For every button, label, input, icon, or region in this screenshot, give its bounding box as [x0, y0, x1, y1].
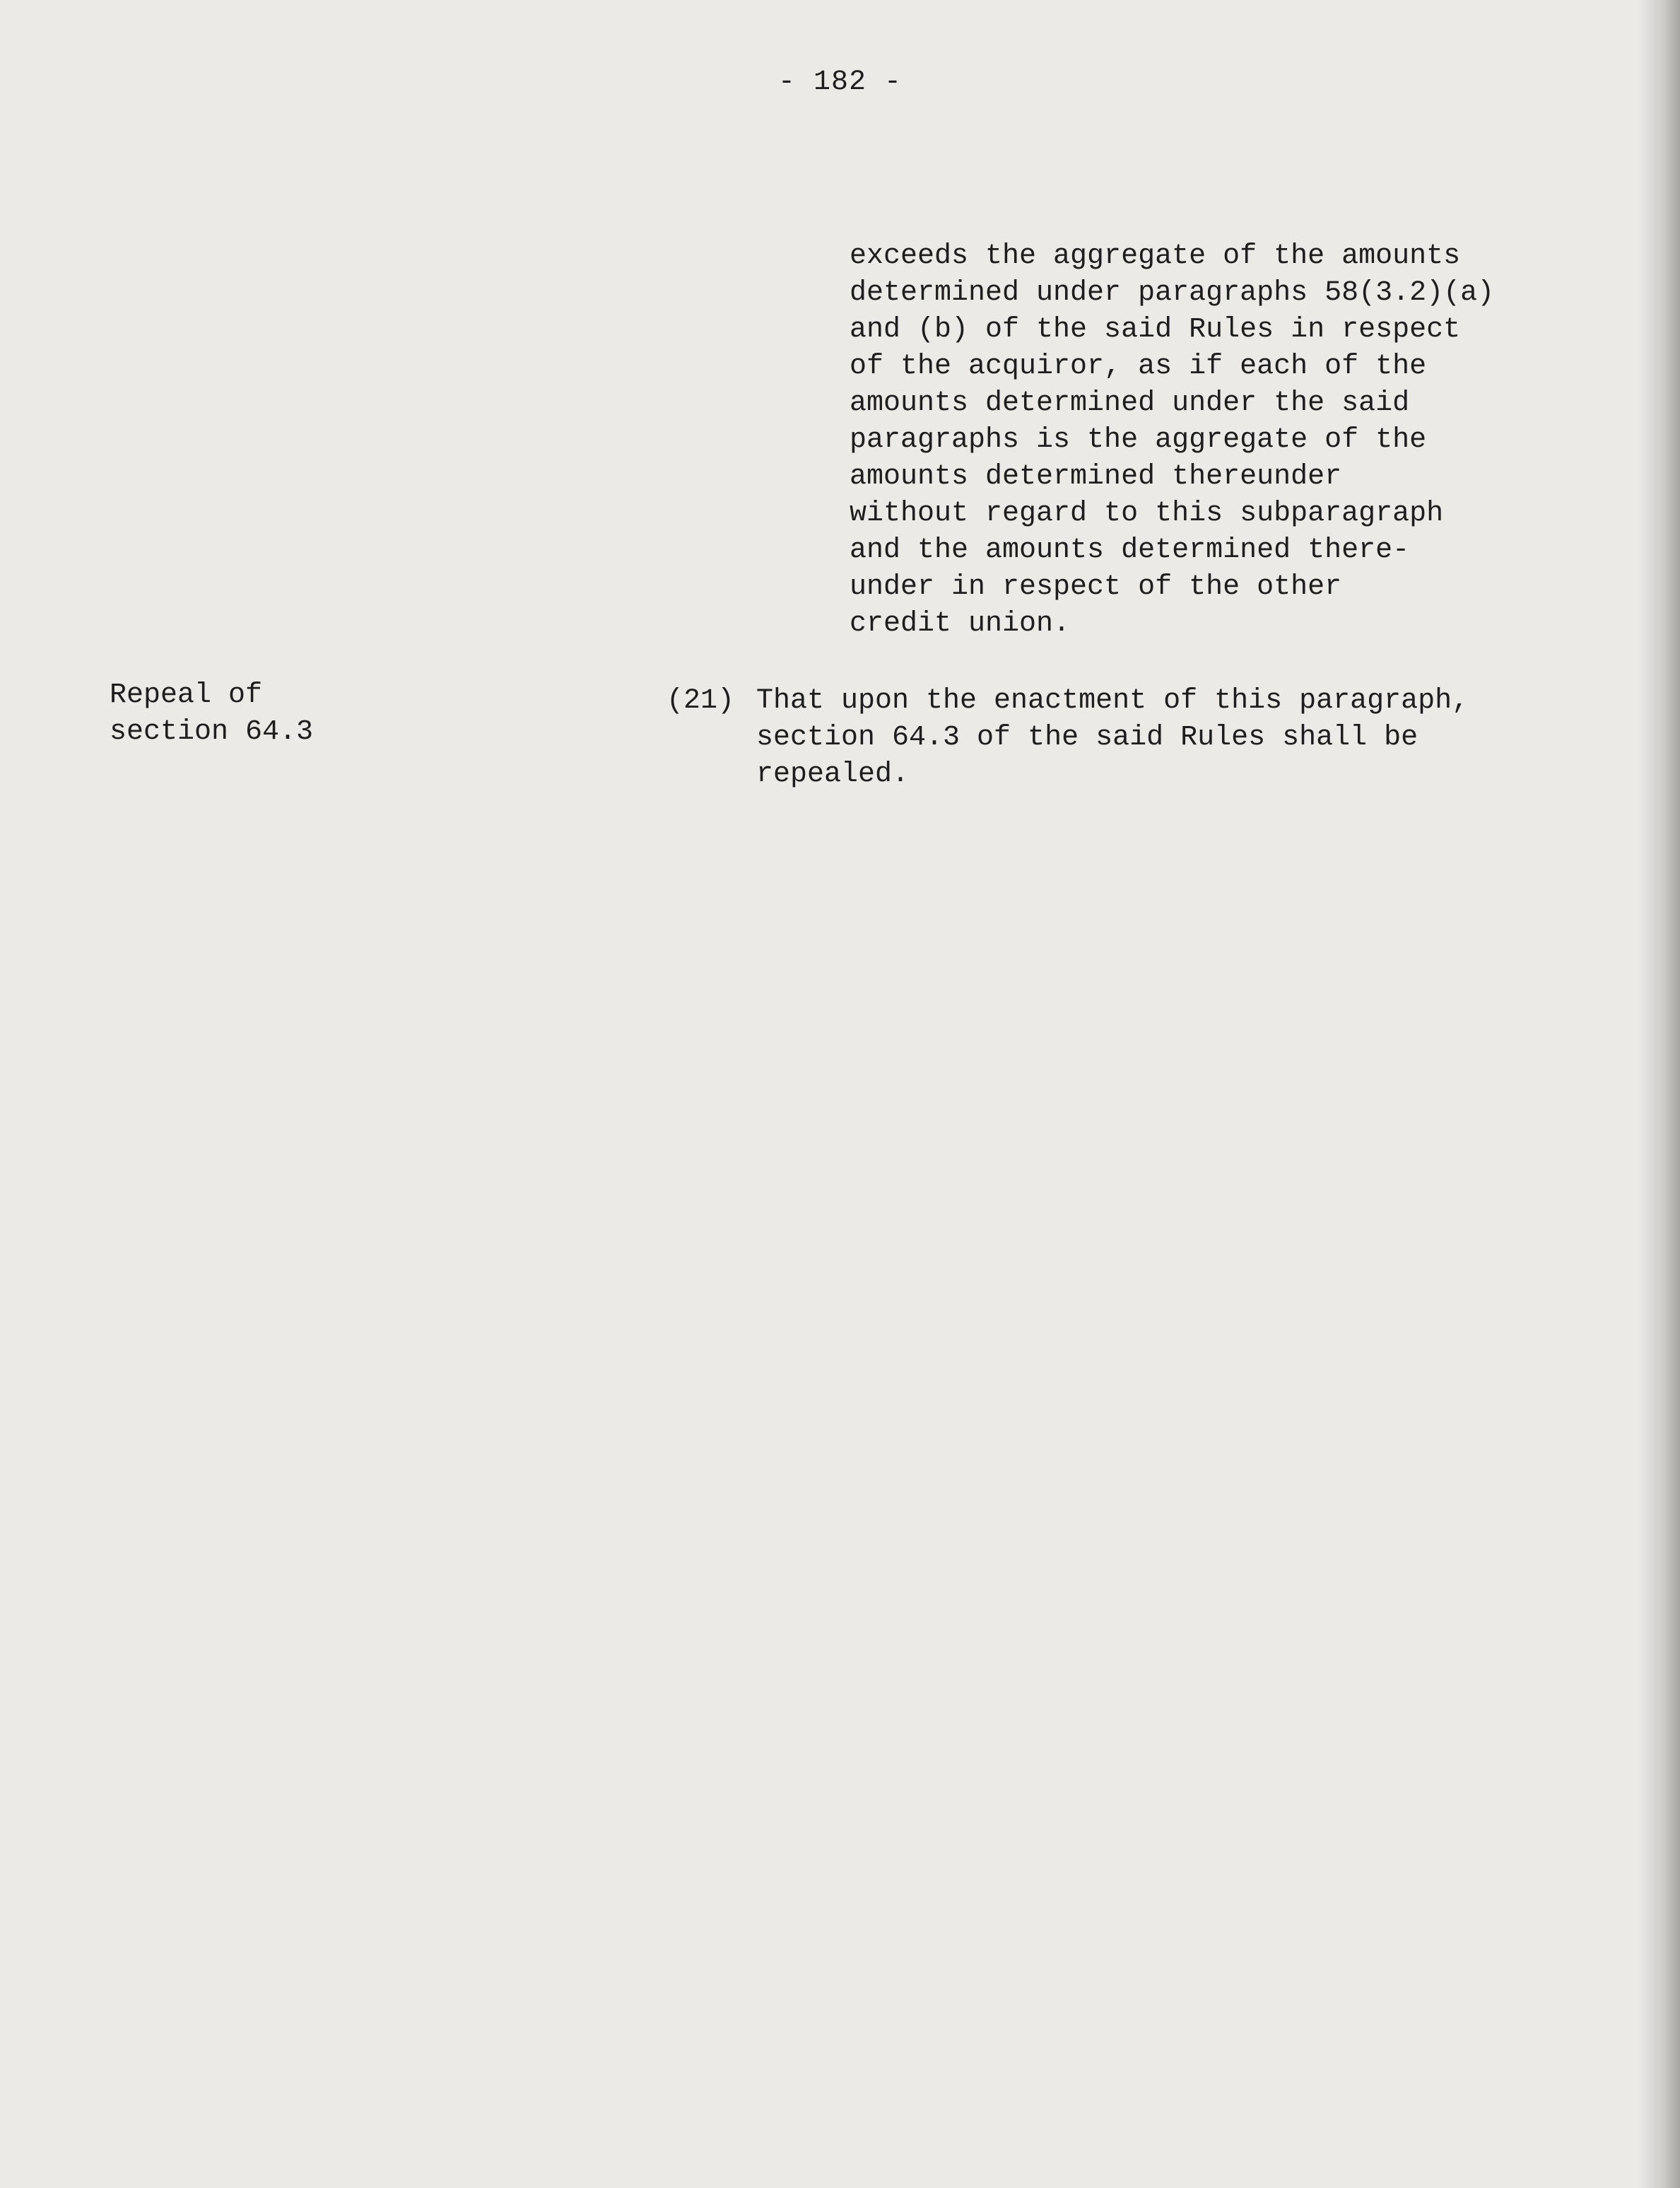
- text-line: and (b) of the said Rules in respect: [850, 314, 1461, 346]
- margin-note-line: Repeal of: [110, 679, 263, 711]
- margin-note-line: section 64.3: [110, 716, 314, 748]
- text-line: determined under paragraphs 58(3.2)(a): [850, 277, 1495, 309]
- text-line: and the amounts determined there-: [850, 534, 1410, 566]
- text-line: without regard to this subparagraph: [850, 498, 1444, 530]
- text-line: amounts determined thereunder: [850, 461, 1342, 493]
- text-line: amounts determined under the said: [850, 387, 1410, 419]
- paragraph-21-body: [756, 683, 1469, 793]
- text-line: repealed.: [756, 759, 910, 790]
- continued-paragraph: [850, 238, 1494, 643]
- text-line: That upon the enactment of this paragraph,: [756, 685, 1469, 717]
- page-number: - 182 -: [777, 66, 903, 98]
- text-line: paragraphs is the aggregate of the: [850, 424, 1427, 456]
- paragraph-number: (21): [666, 685, 735, 717]
- text-line: under in respect of the other: [850, 571, 1342, 603]
- page-edge-shadow: [1638, 0, 1680, 2188]
- text-line: section 64.3 of the said Rules shall be: [756, 722, 1418, 754]
- text-line: of the acquiror, as if each of the: [850, 351, 1427, 382]
- margin-note-repeal: [110, 677, 313, 751]
- text-line: credit union.: [850, 608, 1071, 640]
- text-line: exceeds the aggregate of the amounts: [850, 240, 1461, 272]
